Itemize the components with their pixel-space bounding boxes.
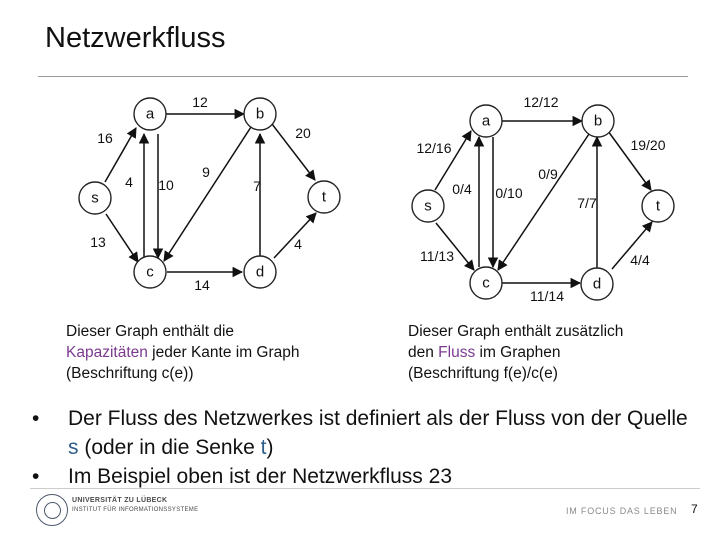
edge-label-s-a-flow: 12/16: [416, 140, 452, 156]
bullet-dot-icon: •: [32, 407, 40, 430]
bullet-text: Der Fluss des Netzwerkes ist definiert als der Fluss von der Quelle: [68, 407, 688, 430]
edge-label-s-c: 13: [90, 234, 106, 250]
slogan: IM FOCUS DAS LEBEN: [566, 506, 678, 516]
edge-label-a-b-flow: 12/12: [523, 94, 559, 110]
node-label-s: s: [424, 197, 432, 215]
bullet-item: [30, 462, 700, 491]
node-label-b: b: [255, 105, 265, 123]
edge-label-d-t: 4: [294, 236, 302, 252]
bullet-list: [30, 404, 700, 491]
edge-label-b-c: 9: [202, 164, 210, 180]
page-number: 7: [691, 502, 698, 516]
bullet-item: [30, 404, 700, 462]
edge-label-b-t-flow: 19/20: [630, 137, 666, 153]
edge-label-d-b: 7: [253, 178, 261, 194]
edge-b-c-flow: [498, 134, 589, 270]
edge-s-c: [106, 214, 138, 262]
caption-capacities: [66, 321, 300, 384]
caption-line: [408, 342, 623, 363]
slide-title: Netzwerkfluss: [45, 22, 226, 54]
node-label-s: s: [91, 189, 99, 207]
edge-label-c-d: 14: [194, 277, 210, 293]
edge-label-a-b: 12: [192, 94, 208, 110]
edge-label-a-c-flow: 0/10: [495, 185, 523, 201]
seal-inner: [44, 502, 61, 519]
bullet-dot-icon: •: [32, 465, 40, 488]
flow-term: Fluss: [438, 344, 476, 361]
bullet-text: Im Beispiel oben ist der Netzwerkfluss 23: [68, 465, 452, 488]
caption-line: Dieser Graph enthält die: [66, 323, 235, 340]
edge-label-d-t-flow: 4/4: [630, 252, 650, 268]
source-symbol: s: [68, 436, 79, 459]
caption-line: [66, 342, 300, 363]
caption-text: jeder Kante im Graph: [147, 344, 300, 361]
university-seal-icon: [36, 494, 68, 526]
edge-label-b-c-flow: 0/9: [538, 166, 558, 182]
sink-symbol: t: [260, 436, 267, 459]
caption-text: den: [408, 344, 439, 361]
edge-label-c-a-flow: 0/4: [452, 181, 472, 197]
node-label-c: c: [146, 263, 154, 281]
node-label-b: b: [593, 112, 603, 130]
university-name: UNIVERSITÄT ZU LÜBECK: [72, 497, 168, 504]
node-label-t: t: [655, 197, 661, 215]
node-label-d: d: [255, 263, 265, 281]
edge-label-a-c: 10: [158, 177, 174, 193]
footer-divider: [30, 488, 700, 489]
node-label-d: d: [592, 275, 602, 293]
node-label-t: t: [321, 188, 327, 206]
bullet-text: ): [266, 436, 274, 459]
caption-line: Dieser Graph enthält zusätzlich: [408, 323, 624, 340]
graph-capacities: [79, 94, 340, 293]
node-label-c: c: [482, 274, 490, 292]
caption-text: im Graphen: [475, 344, 561, 361]
edge-label-c-d-flow: 11/14: [530, 288, 564, 304]
caption-line: (Beschriftung c(e)): [66, 365, 194, 382]
capacity-term: Kapazitäten: [66, 344, 148, 361]
graph-flows: [412, 94, 674, 304]
edge-b-c: [164, 127, 251, 261]
caption-line: (Beschriftung f(e)/c(e): [408, 365, 558, 382]
university-institute: INSTITUT FÜR INFORMATIONSSYSTEME: [72, 507, 199, 513]
edge-label-s-a: 16: [97, 130, 113, 146]
node-label-a: a: [145, 105, 155, 123]
edge-label-d-b-flow: 7/7: [577, 195, 597, 211]
bullet-text: (oder in die Senke: [78, 436, 261, 459]
node-label-a: a: [481, 112, 491, 130]
edge-label-c-a: 4: [125, 174, 133, 190]
edge-label-b-t: 20: [295, 125, 311, 141]
edge-label-s-c-flow: 11/13: [420, 248, 454, 264]
caption-flows: [408, 321, 623, 384]
